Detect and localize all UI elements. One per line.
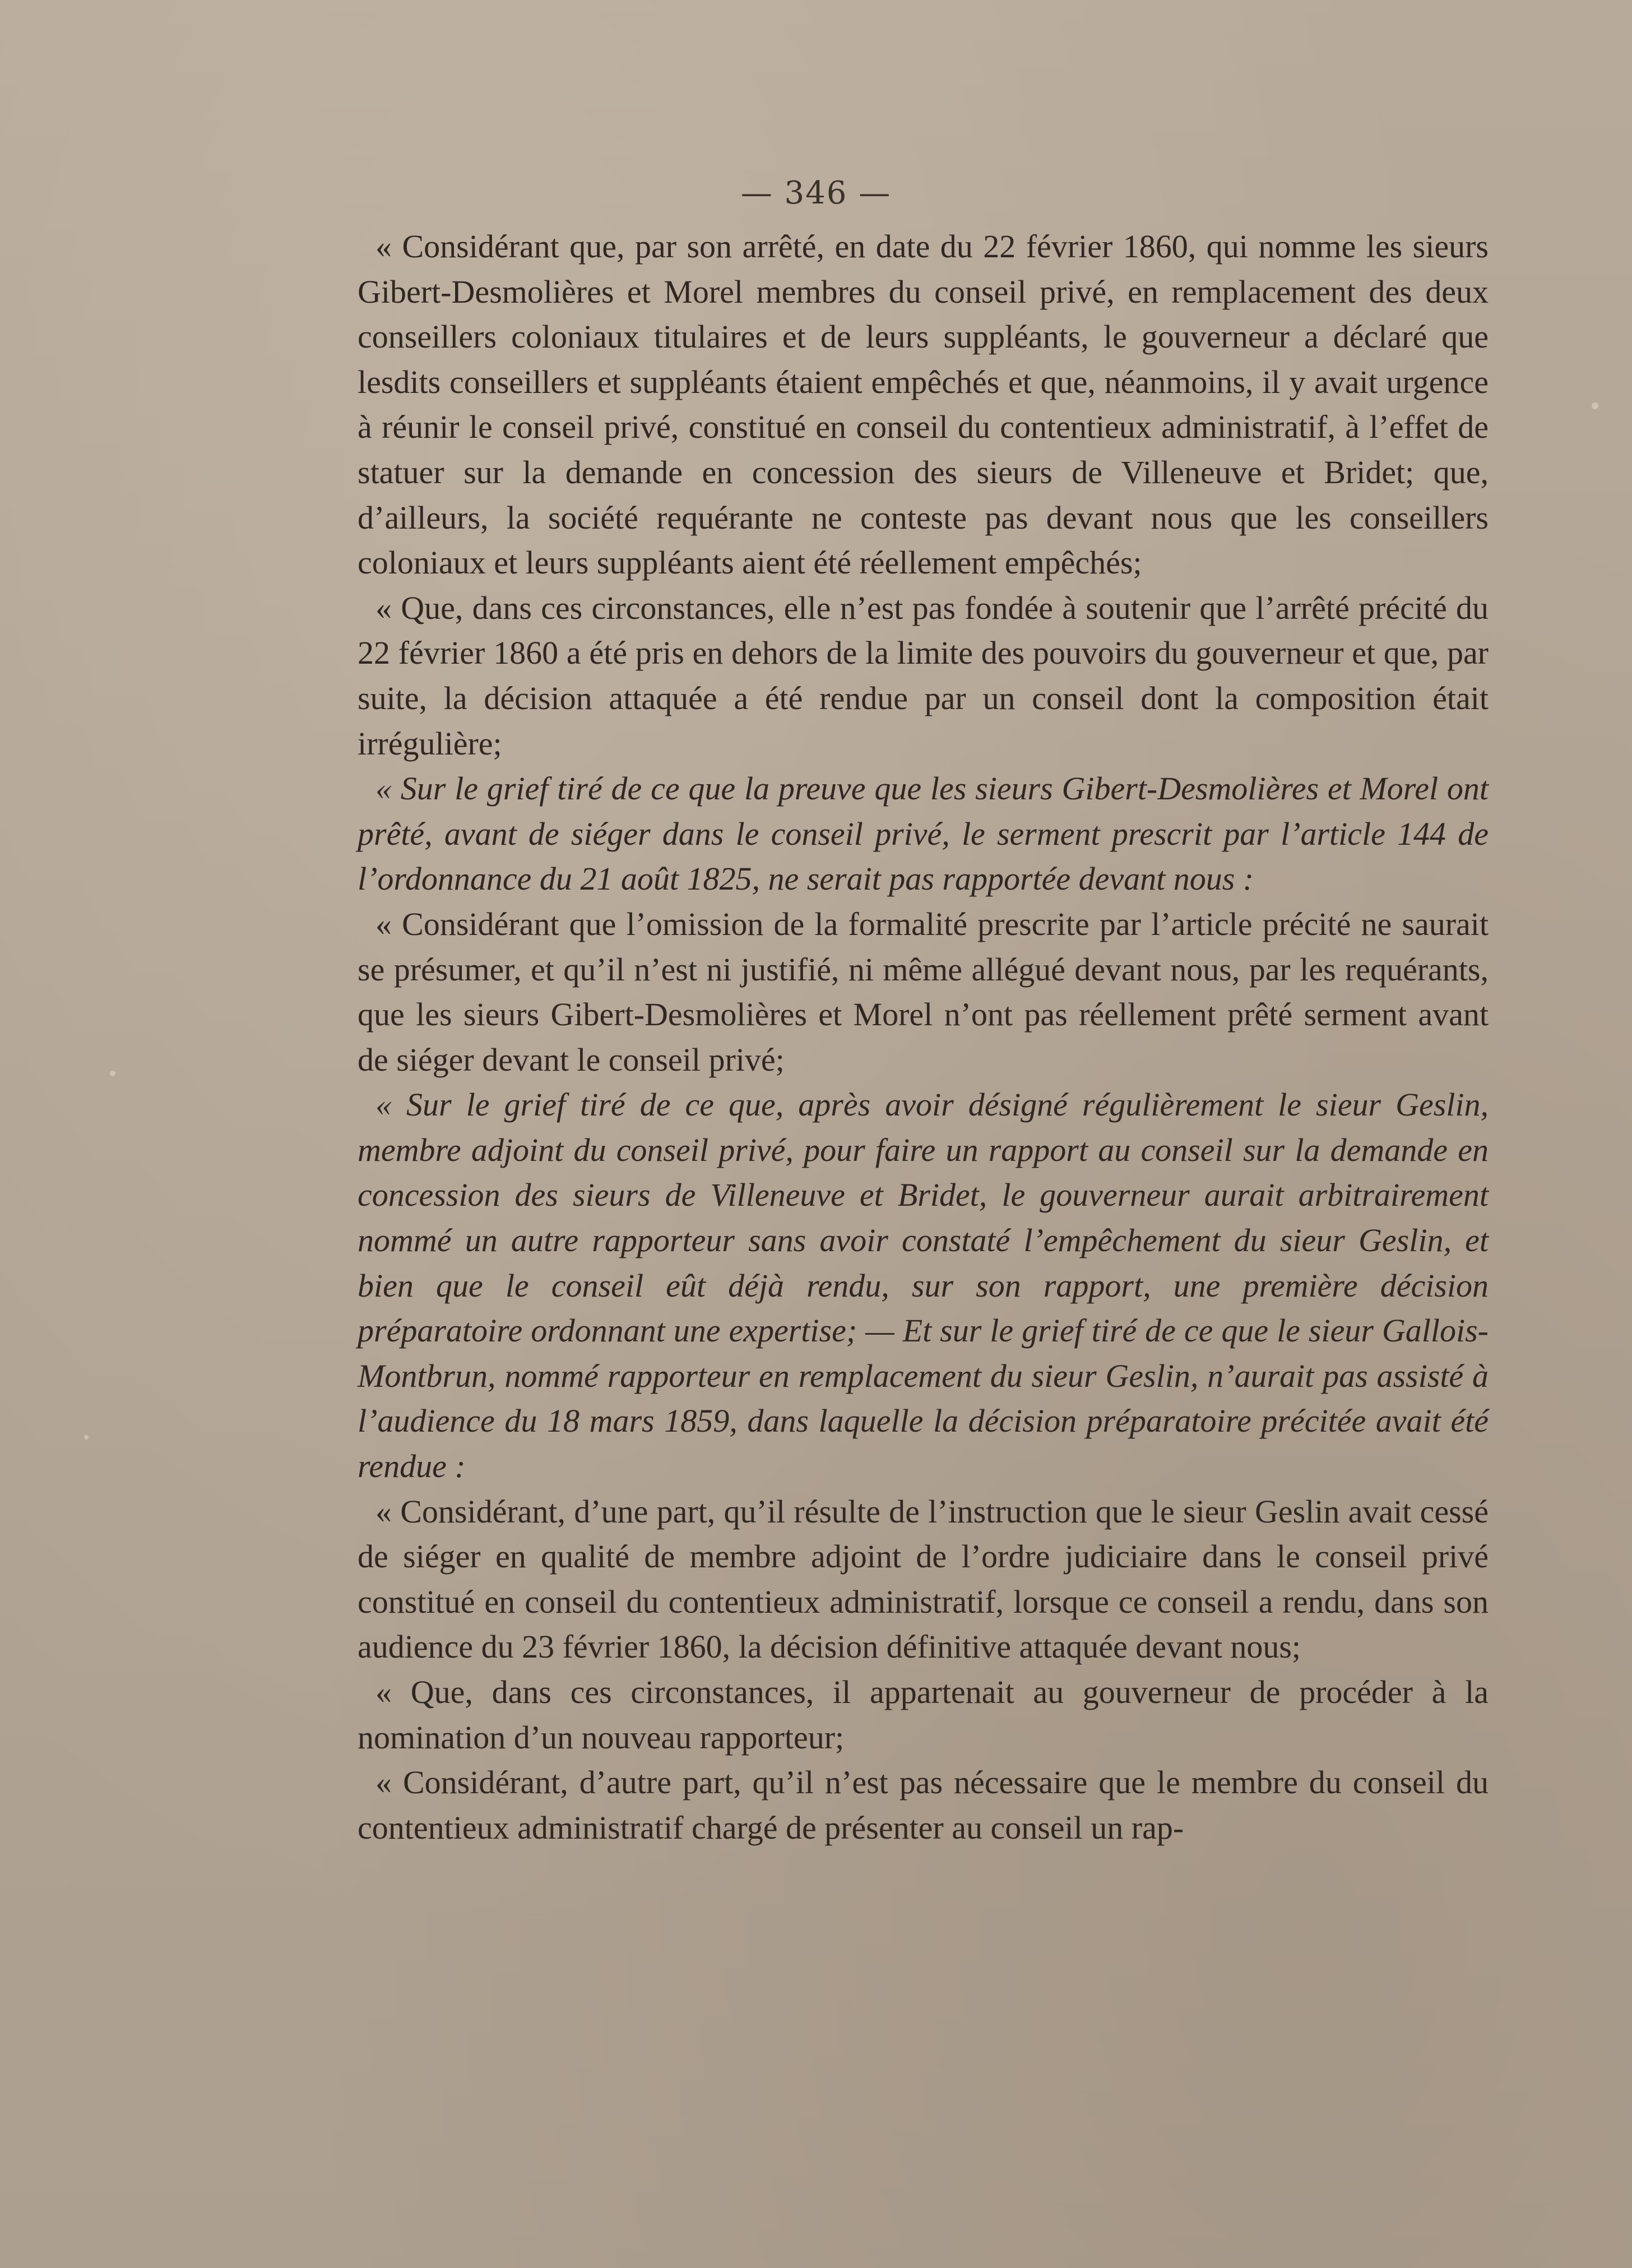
- paragraph: « Que, dans ces circonstances, elle n’est pas fondée à soutenir que l’arrêté précité du 22 février 1860 a été pris en dehors de la limite des pouvoirs du gouverneur et que, par suite, la décision attaquée a été rendue par un conseil dont la composition était irrégulière;: [358, 589, 1489, 762]
- body-text: [358, 224, 1489, 1850]
- paper-speck: [1592, 402, 1598, 409]
- paper-speck: [110, 1071, 115, 1076]
- paragraph: « Considérant que l’omission de la formalité prescrite par l’article précité ne saurait se présumer, et qu’il n’est ni justifié, ni même allégué devant nous, par les requérants, que les sieurs Gibert-Desmolières et Morel n’ont pas réellement prêté serment avant de siéger devant le conseil privé;: [358, 905, 1489, 1078]
- paper-speck: [84, 1435, 89, 1440]
- paragraph: « Considérant, d’autre part, qu’il n’est pas nécessaire que le membre du conseil du contentieux administratif chargé de présenter au conseil un rap-: [358, 1764, 1489, 1846]
- paragraph: « Que, dans ces circonstances, il appartenait au gouverneur de procéder à la nomination d’un nouveau rapporteur;: [358, 1674, 1489, 1756]
- paragraph: « Considérant, d’une part, qu’il résulte de l’instruction que le sieur Geslin avait cessé de siéger en qualité de membre adjoint de l’ordre judiciaire dans le conseil privé constitué en conseil du contentieux administratif, lorsque ce conseil a rendu, dans son audience du 23 février 1860, la décision définitive attaquée devant nous;: [358, 1493, 1489, 1665]
- paragraph-italic: « Sur le grief tiré de ce que, après avoir désigné régulièrement le sieur Geslin, membre adjoint du conseil privé, pour faire un rapport au conseil sur la demande en concession des sieurs de Villeneuve et Bridet, le gouverneur aurait arbitrairement nommé un autre rapporteur sans avoir constaté l’empêchement du sieur Geslin, et bien que le conseil eût déjà rendu, sur son rapport, une première décision préparatoire ordonnant une expertise; — Et sur le grief tiré de ce que le sieur Gallois-Montbrun, nommé rapporteur en remplacement du sieur Geslin, n’aurait pas assisté à l’audience du 18 mars 1859, dans laquelle la décision préparatoire précitée avait été rendue :: [358, 1086, 1489, 1485]
- paragraph-italic: « Sur le grief tiré de ce que la preuve que les sieurs Gibert-Desmolières et Morel ont prêté, avant de siéger dans le conseil privé, le serment prescrit par l’article 144 de l’ordonnance du 21 août 1825, ne serait pas rapportée devant nous :: [358, 770, 1489, 897]
- page-number: — 346 —: [740, 175, 892, 211]
- paragraph: « Considérant que, par son arrêté, en date du 22 février 1860, qui nomme les sieurs Gibert-Desmolières et Morel membres du conseil privé, en remplacement des deux conseillers coloniaux titulaires et de leurs suppléants, le gouverneur a déclaré que lesdits conseillers et suppléants étaient empêchés et que, néanmoins, il y avait urgence à réunir le conseil privé, constitué en conseil du contentieux administratif, à l’effet de statuer sur la demande en concession des sieurs de Villeneuve et Bridet; que, d’ailleurs, la société requérante ne conteste pas devant nous que les conseillers coloniaux et leurs suppléants aient été réellement empêchés;: [358, 228, 1489, 581]
